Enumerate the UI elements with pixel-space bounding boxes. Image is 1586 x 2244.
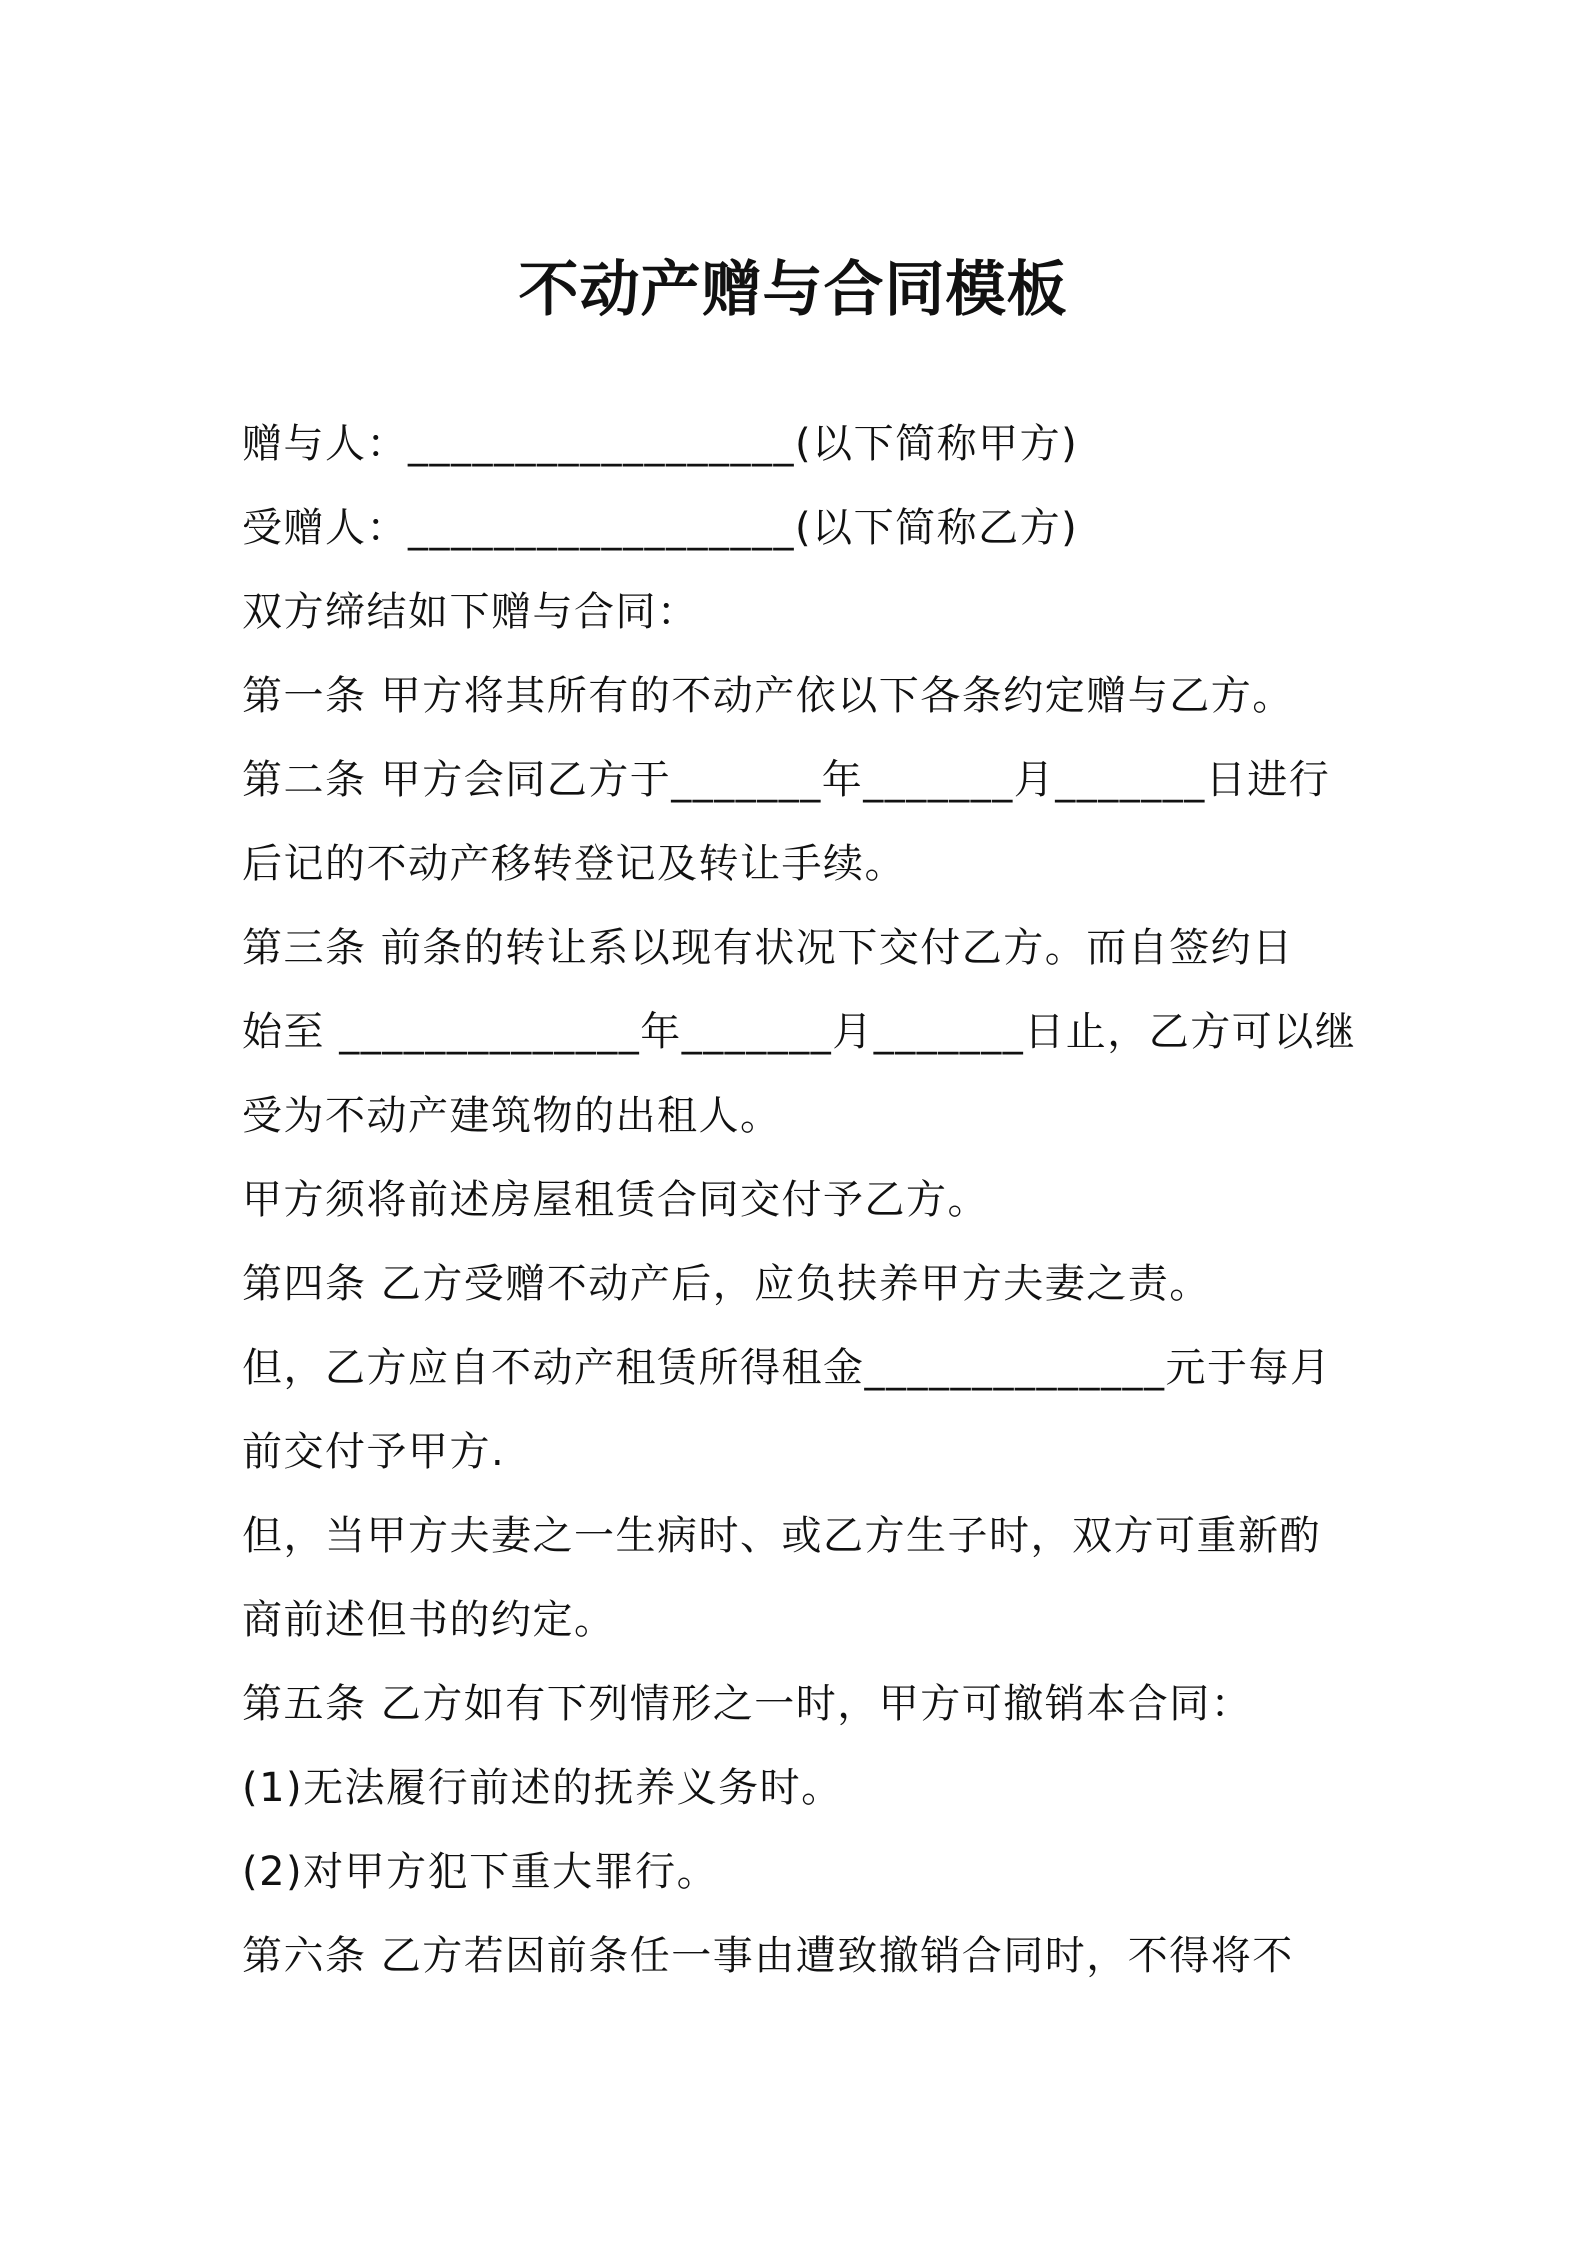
donor-line: 赠与人：__________________(以下简称甲方)	[242, 421, 1079, 467]
article-2-line-1: 第二条 甲方会同乙方于_______年_______月_______日进行	[242, 757, 1331, 803]
document-title: 不动产赠与合同模板	[518, 255, 1068, 325]
article-5-item-2: (2)对甲方犯下重大罪行。	[242, 1849, 719, 1895]
article-4-line-3: 前交付予甲方.	[242, 1429, 506, 1475]
article-4-line-1: 第四条 乙方受赠不动产后，应负扶养甲方夫妻之责。	[242, 1261, 1211, 1307]
article-2-line-2: 后记的不动产移转登记及转让手续。	[242, 841, 906, 887]
article-4-line-5: 商前述但书的约定。	[242, 1597, 616, 1643]
preamble-line: 双方缔结如下赠与合同：	[242, 589, 699, 635]
document-body	[242, 402, 1362, 1998]
article-5-line-1: 第五条 乙方如有下列情形之一时，甲方可撤销本合同：	[242, 1681, 1253, 1727]
article-6-line-1: 第六条 乙方若因前条任一事由遭致撤销合同时，不得将不	[242, 1933, 1294, 1979]
article-3-line-3: 受为不动产建筑物的出租人。	[242, 1093, 782, 1139]
article-3-line-1: 第三条 前条的转让系以现有状况下交付乙方。而自签约日	[242, 925, 1294, 971]
donee-line: 受赠人：__________________(以下简称乙方)	[242, 505, 1079, 551]
article-5-item-1: (1)无法履行前述的抚养义务时。	[242, 1765, 843, 1811]
article-1: 第一条 甲方将其所有的不动产依以下各条约定赠与乙方。	[242, 673, 1294, 719]
article-4-line-4: 但，当甲方夫妻之一生病时、或乙方生子时，双方可重新酌	[242, 1513, 1321, 1559]
article-3-line-4: 甲方须将前述房屋租赁合同交付予乙方。	[242, 1177, 989, 1223]
article-3-line-2: 始至 ______________年_______月_______日止，乙方可以继	[242, 1009, 1357, 1055]
article-4-line-2: 但，乙方应自不动产租赁所得租金______________元于每月	[242, 1345, 1332, 1391]
